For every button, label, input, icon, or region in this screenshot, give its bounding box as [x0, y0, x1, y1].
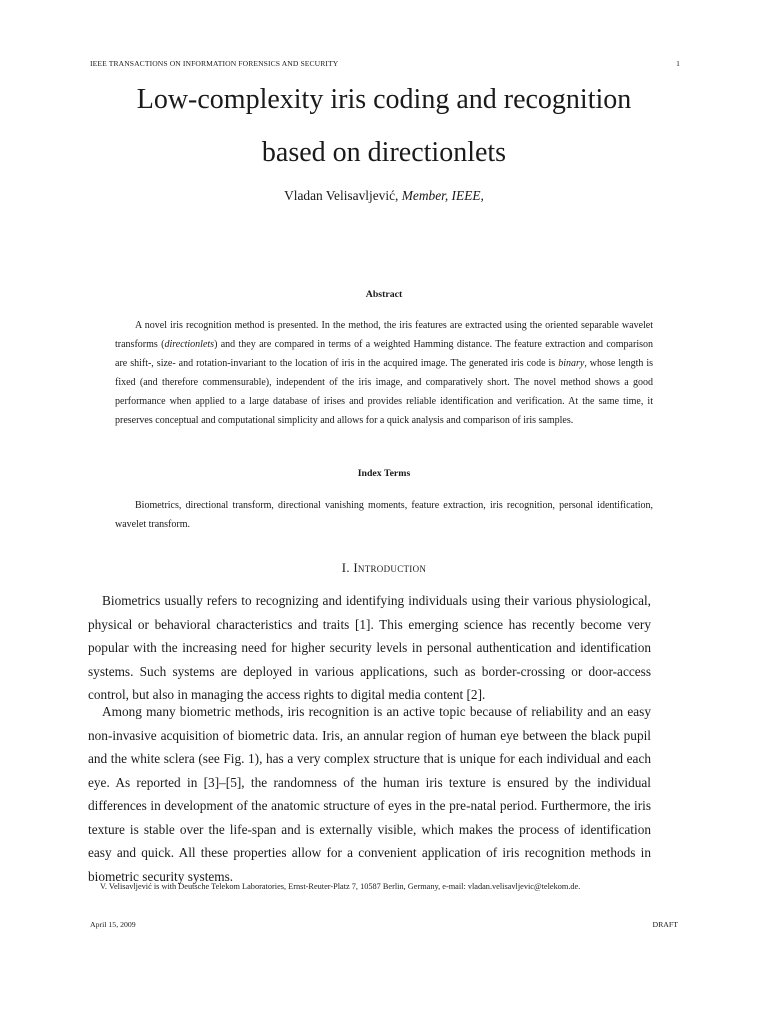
index-terms-heading: Index Terms [357, 468, 411, 479]
index-terms-text: Biometrics, directional transform, directional vanishing moments, feature extraction, iris recognition, personal identification, wavelet transform. [115, 500, 653, 531]
abstract-term-binary: binary [558, 358, 585, 370]
journal-name: IEEE TRANSACTIONS ON INFORMATION FORENSICS AND SECURITY [90, 59, 339, 68]
abstract-text-part-3: , whose length is fixed (and therefore commensurable), independent of the iris image, and comparatively short. The novel method shows a good performance when applied to a large database of irises and provides reliable identification and verification. At the same time, it preserves conceptual and computational simplicity and allows for a quick analysis and comparison of iris samples. [115, 358, 654, 427]
author-name: Vladan Velisavljević, [284, 188, 399, 203]
running-footer [90, 920, 678, 929]
paper-title-line-2: based on directionlets [261, 137, 507, 168]
abstract-text-part-1: A novel iris recognition method is presented. In the method, the iris features are extracted using the oriented separable wavelet transforms ( [115, 320, 653, 351]
paper-title-line-1: Low-complexity iris coding and recognition [136, 84, 632, 115]
abstract-text-part-2: ) and they are compared in terms of a weighted Hamming distance. The feature extraction and comparison are shift-, size- and rotation-invariant to the location of iris in the acquired image. The generated iris code is [115, 339, 653, 370]
page-number: 1 [676, 59, 680, 68]
abstract-text [115, 316, 653, 431]
abstract-term-directionlets: directionlets [164, 339, 215, 351]
intro-paragraph-2: Among many biometric methods, iris recognition is an active topic because of reliability and an easy non-invasive acquisition of biometric data. Iris, an annular region of human eye between the black pupil and the white sclera (see Fig. 1), has a very complex structure that is unique for each individual and each eye. As reported in [3]–[5], the randomness of the human iris texture is ensured by the individual differences in development of the anatomic structure of eyes in the pre-natal period. Furthermore, the iris texture is stable over the life-span and is externally visible, which makes the process of identification easy and quick. All these properties allow for a convenient application of iris recognition methods in biometric security systems. [88, 704, 651, 884]
author-line [0, 188, 768, 204]
abstract-heading: Abstract [365, 289, 403, 300]
footer-draft-label: DRAFT [652, 920, 678, 929]
author-role: Member, IEEE, [401, 188, 484, 203]
running-header [90, 59, 680, 68]
author-affiliation-footnote: V. Velisavljević is with Deutsche Telekom Laboratories, Ernst-Reuter-Platz 7, 10587 Berlin, Germany, e-mail: vladan.velisavljevic@telekom.de. [100, 882, 581, 891]
footer-date: April 15, 2009 [90, 920, 136, 929]
section-heading-introduction: I. Introduction [341, 561, 427, 575]
intro-paragraph-1: Biometrics usually refers to recognizing and identifying individuals using their various physiological, physical or behavioral characteristics and traits [1]. This emerging science has recently become very popular with the increasing need for higher security levels in personal authentication and identification systems. Such systems are deployed in various applications, such as border-crossing or door-access control, but also in managing the access rights to digital media content [2]. [88, 593, 651, 702]
